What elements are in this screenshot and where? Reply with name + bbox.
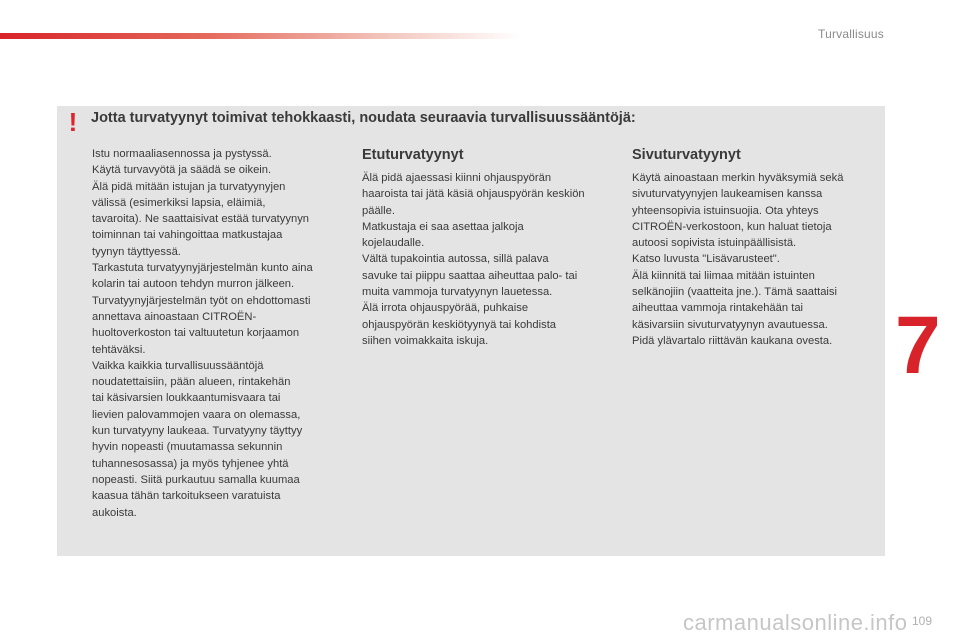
front-airbags-column: [362, 146, 612, 349]
text-line: kojelaudalle.: [362, 237, 425, 250]
text-line: kaasua tähän tarkoitukseen varatuista: [92, 490, 281, 503]
front-airbags-text: [362, 170, 612, 349]
general-rules-text: [92, 146, 352, 521]
text-line: haaroista tai jätä käsiä ohjauspyörän keskiön: [362, 188, 585, 201]
text-line: autoosi sopivista istuinpäällisistä.: [632, 237, 797, 250]
text-line: tuhannesosassa) ja myös tyhjenee yhtä: [92, 457, 289, 470]
text-line: Vaikka kaikkia turvallisuussääntöjä: [92, 359, 264, 372]
text-line: tavaroita). Ne saattaisivat estää turvatyynyn: [92, 213, 310, 226]
text-line: käsivarsiin sivuturvatyynyn avautuessa.: [632, 318, 828, 331]
text-line: lievien palovammojen vaara on olemassa,: [92, 408, 301, 421]
section-title: Turvallisuus: [818, 27, 884, 41]
text-line: selkänojiin (vaatteita jne.). Tämä saattaisi: [632, 286, 837, 299]
text-line: Käytä turvavyötä ja säädä se oikein.: [92, 164, 272, 177]
text-line: kolarin tai autoon tehdyn murron jälkeen.: [92, 278, 295, 291]
text-line: muita vammoja turvatyynyn lauetessa.: [362, 286, 553, 299]
warning-exclamation-icon: !: [68, 107, 78, 137]
text-line: kun turvatyyny laukeaa. Turvatyyny täyttyy: [92, 425, 303, 438]
text-line: sivuturvatyynyjen laukeamisen kanssa: [632, 188, 823, 201]
text-line: tehtäväksi.: [92, 343, 146, 356]
text-line: Älä pidä ajaessasi kiinni ohjauspyörän: [362, 172, 552, 184]
header-accent-bar: [0, 33, 520, 39]
side-airbags-text: [632, 170, 872, 349]
side-airbags-column: [632, 146, 872, 349]
text-line: Vältä tupakointia autossa, sillä palava: [362, 253, 549, 266]
text-line: nopeasti. Siitä purkautuu samalla kuumaa: [92, 473, 300, 486]
text-line: hyvin nopeasti (muutamassa sekunnin: [92, 441, 283, 454]
front-airbags-title: Etuturvatyynyt: [362, 147, 464, 163]
text-line: huoltoverkoston tai valtuutetun korjaamon: [92, 327, 300, 340]
page-number: 109: [911, 614, 932, 628]
text-line: toiminnan tai vahingoittaa matkustajaa: [92, 229, 283, 242]
general-rules-column: [92, 146, 352, 521]
text-line: päälle.: [362, 204, 395, 217]
text-line: CITROËN-verkostoon, kun haluat tietoja: [632, 220, 832, 233]
text-line: Katso luvusta "Lisävarusteet".: [632, 253, 780, 266]
watermark: carmanualsonline.info: [683, 610, 908, 635]
text-line: Käytä ainoastaan merkin hyväksymiä sekä: [632, 172, 844, 184]
side-airbags-title: Sivuturvatyynyt: [632, 147, 741, 163]
warning-heading: Jotta turvatyynyt toimivat tehokkaasti, noudata seuraavia turvallisuussääntöjä:: [91, 110, 636, 126]
text-line: Älä irrota ohjauspyörää, puhkaise: [362, 302, 529, 315]
text-line: ohjauspyörän keskiötyynyä tai kohdista: [362, 318, 557, 331]
text-line: välissä (esimerkiksi lapsia, eläimiä,: [92, 196, 266, 209]
text-line: aukoista.: [92, 506, 137, 519]
text-line: Pidä ylävartalo riittävän kaukana ovesta.: [632, 334, 833, 347]
text-line: tai käsivarsien loukkaantumisvaara tai: [92, 392, 281, 405]
text-line: tyynyn täyttyessä.: [92, 245, 181, 258]
text-line: Turvatyynyjärjestelmän työt on ehdottomasti: [92, 294, 311, 307]
text-line: Älä pidä mitään istujan ja turvatyynyjen: [92, 180, 286, 193]
text-line: noudatettaisiin, pään alueen, rintakehän: [92, 376, 291, 389]
text-line: siihen voimakkaita iskuja.: [362, 334, 489, 347]
text-line: savuke tai piippu saattaa aiheuttaa palo- tai: [362, 269, 578, 282]
text-line: aiheuttaa vammoja rintakehään tai: [632, 302, 804, 315]
text-line: Tarkastuta turvatyynyjärjestelmän kunto aina: [92, 262, 313, 275]
chapter-number: 7: [895, 300, 941, 391]
text-line: Matkustaja ei saa asettaa jalkoja: [362, 220, 524, 233]
text-line: Älä kiinnitä tai liimaa mitään istuinten: [632, 269, 815, 282]
text-line: annettava ainoastaan CITROËN-: [92, 310, 257, 323]
text-line: yhteensopivia istuinsuojia. Ota yhteys: [632, 204, 819, 217]
text-line: Istu normaaliasennossa ja pystyssä.: [92, 148, 272, 160]
